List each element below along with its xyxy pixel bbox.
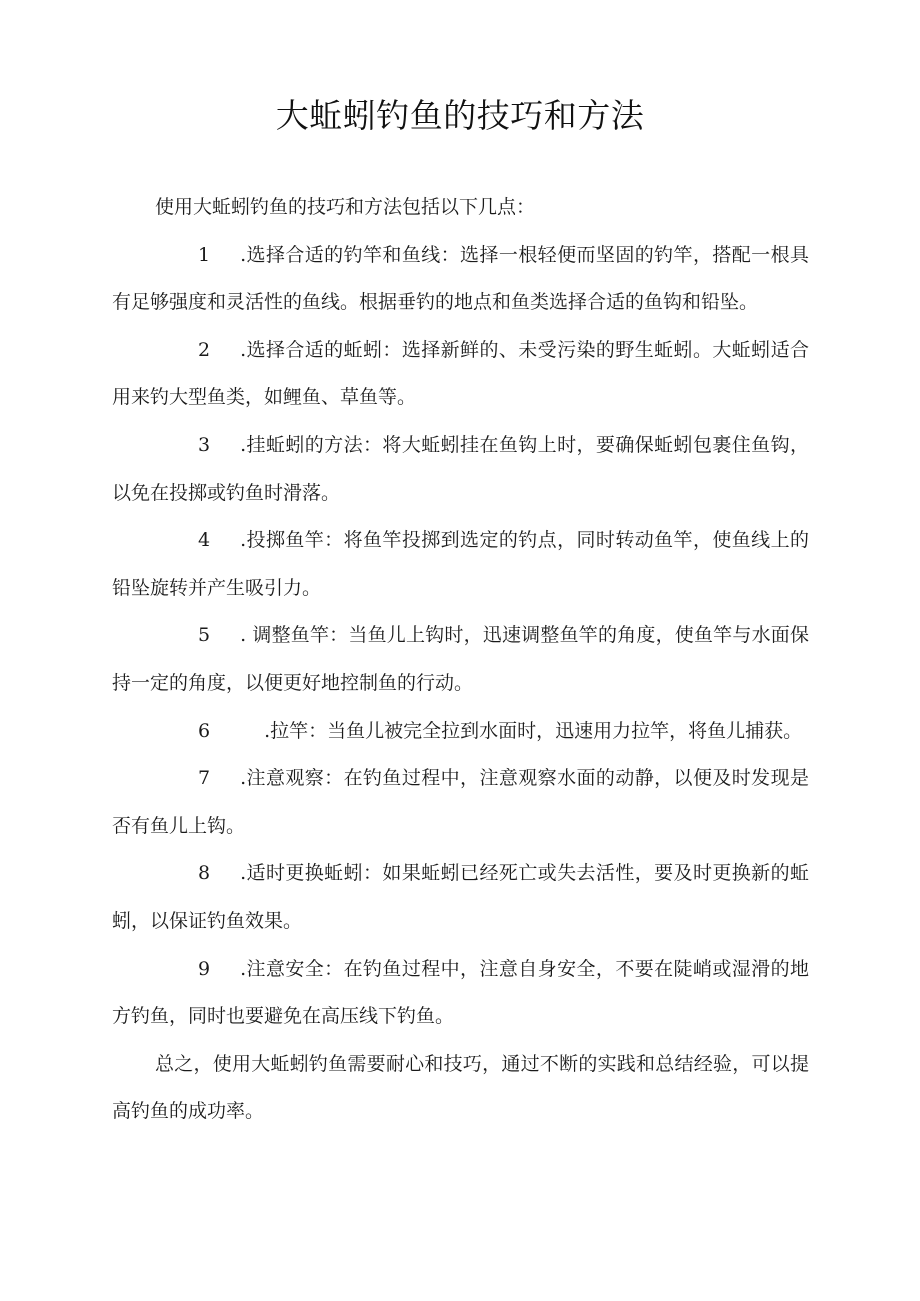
list-item (112, 755, 809, 850)
item-text: . 调整鱼竿：当鱼儿上钩时，迅速调整鱼竿的角度，使鱼竿与水面保持一定的角度，以便更好地控制鱼的行动。 (112, 624, 809, 694)
item-number: 4 (198, 529, 211, 552)
item-number: 7 (198, 767, 211, 790)
item-number: 9 (198, 957, 211, 980)
item-number: 3 (198, 433, 211, 456)
list-item (112, 232, 809, 327)
item-text: .适时更换蚯蚓：如果蚯蚓已经死亡或失去活性，要及时更换新的蚯蚓，以保证钓鱼效果。 (112, 862, 809, 932)
list-item (112, 327, 809, 422)
item-text: .选择合适的钓竿和鱼线：选择一根轻便而坚固的钓竿，搭配一根具有足够强度和灵活性的鱼线。根据垂钓的地点和鱼类选择合适的鱼钩和铅坠。 (112, 243, 809, 314)
page-title: 大蚯蚓钓鱼的技巧和方法 (275, 96, 645, 135)
list-item (112, 708, 809, 756)
item-number: 6 (198, 719, 211, 742)
item-number: 2 (198, 338, 211, 361)
item-text: .挂蚯蚓的方法：将大蚯蚓挂在鱼钩上时，要确保蚯蚓包裹住鱼钩，以免在投掷或钓鱼时滑落。 (112, 433, 809, 504)
list-item (112, 422, 809, 517)
item-number: 1 (198, 243, 211, 266)
list-item (112, 946, 809, 1041)
item-number: 8 (198, 862, 211, 885)
item-text: .注意安全：在钓鱼过程中，注意自身安全，不要在陡峭或湿滑的地方钓鱼，同时也要避免在高压线下钓鱼。 (112, 957, 809, 1028)
item-number: 5 (198, 624, 211, 647)
item-text: .拉竿：当鱼儿被完全拉到水面时，迅速用力拉竿，将鱼儿捕获。 (264, 719, 803, 742)
list-item (112, 850, 809, 945)
conclusion-paragraph: 总之，使用大蚯蚓钓鱼需要耐心和技巧，通过不断的实践和总结经验，可以提高钓鱼的成功率。 (112, 1052, 809, 1123)
item-text: .投掷鱼竿：将鱼竿投掷到选定的钓点，同时转动鱼竿，使鱼线上的铅坠旋转并产生吸引力。 (112, 529, 809, 599)
document-body (112, 184, 809, 1136)
list-item (112, 612, 809, 707)
list-item (112, 517, 809, 612)
intro-paragraph: 使用大蚯蚓钓鱼的技巧和方法包括以下几点： (155, 196, 536, 218)
item-text: .注意观察：在钓鱼过程中，注意观察水面的动静，以便及时发现是否有鱼儿上钩。 (112, 767, 809, 837)
item-text: .选择合适的蚯蚓：选择新鲜的、未受污染的野生蚯蚓。大蚯蚓适合用来钓大型鱼类，如鲤鱼、草鱼等。 (112, 338, 809, 409)
